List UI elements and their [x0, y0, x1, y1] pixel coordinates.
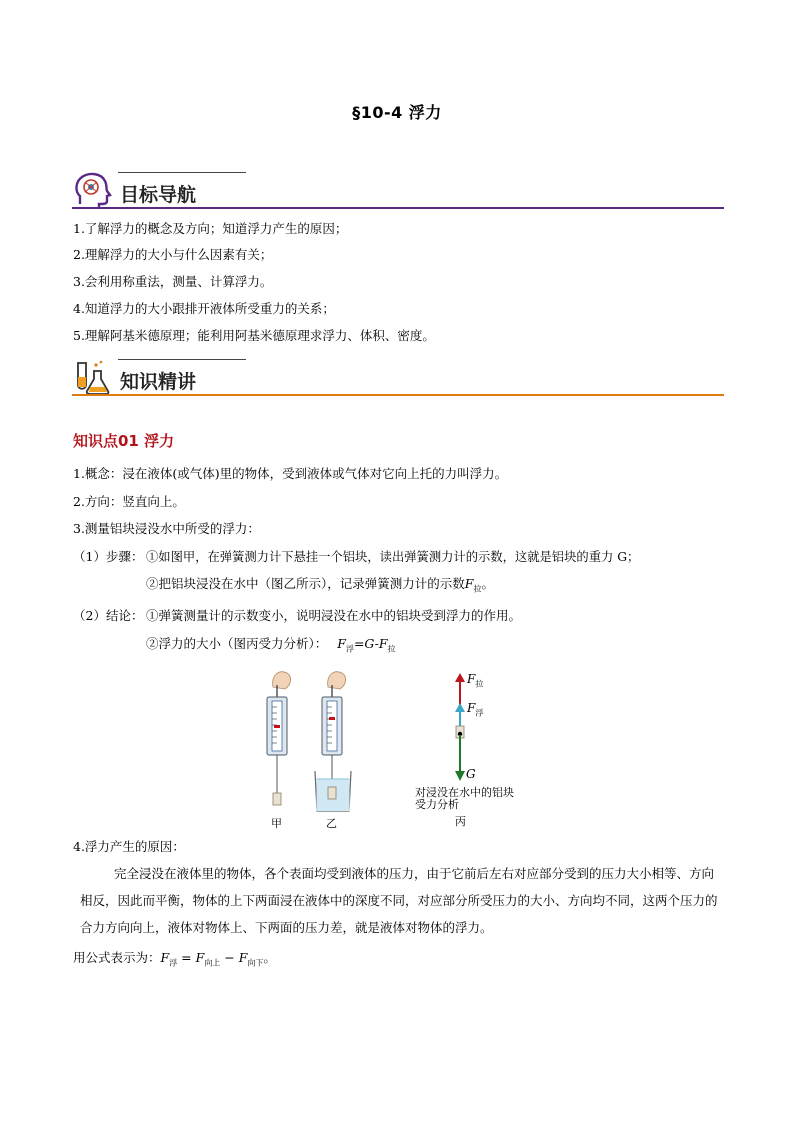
- force-mid-symbol: F: [467, 701, 476, 715]
- goal-item-2: 2.理解浮力的大小与什么因素有关；: [73, 247, 273, 262]
- formula-f: F: [337, 636, 346, 651]
- force-top-sub: 拉: [475, 679, 484, 689]
- goal-underline: [72, 207, 724, 209]
- force-mid-sub: 浮: [475, 708, 484, 718]
- conclusion-2: [146, 635, 396, 659]
- label-jia: 甲: [271, 817, 282, 830]
- direction-line: 2.方向：竖直向上。: [73, 494, 185, 509]
- cause-paragraph: 完全浸没在液体里的物体，各个表面均受到液体的压力，由于它前后左右对应部分受到的压力大小相等、方向相反，因此而平衡，物体的上下两面浸在液体中的深度不同，对应部分所受压力的大小、方向均不同，这两个压力的合力方向向上，液体对物体上、下两面的压力差，就是液体对物体的浮力。: [80, 866, 718, 935]
- force-label-mid: [467, 701, 483, 718]
- formula-f2: F: [378, 636, 388, 651]
- formula-a-sub: 浮: [169, 958, 178, 968]
- step-2: [146, 575, 494, 599]
- label-yi: 乙: [326, 817, 337, 830]
- measure-title: 3.测量铝块浸没水中所受的浮力：: [73, 521, 260, 536]
- conclusion-2-text: ②浮力的大小（图丙受力分析）：: [146, 636, 328, 651]
- formula-c-sub: 向下: [247, 958, 264, 968]
- formula-a: F: [160, 950, 170, 965]
- force-label-bottom: [466, 767, 476, 781]
- goal-item-3: 3.会利用称重法，测量、计算浮力。: [73, 274, 273, 289]
- force-bottom-symbol: G: [466, 767, 476, 781]
- flask-icon: [72, 357, 114, 397]
- formula-f2-sub: 拉: [387, 644, 396, 654]
- force-caption-line2: 受力分析: [415, 798, 459, 811]
- step-1: ①如图甲，在弹簧测力计下悬挂一个铝块，读出弹簧测力计的示数，这就是铝块的重力 G；: [146, 550, 640, 564]
- knowledge-heading: 知识精讲: [120, 371, 197, 393]
- conclusion-label: （2）结论：: [73, 608, 144, 623]
- formula-end: 。: [263, 950, 276, 965]
- goal-heading: 目标导航: [120, 184, 197, 206]
- label-bing: 丙: [455, 815, 466, 828]
- cause-title: 4.浮力产生的原因：: [73, 839, 185, 854]
- goal-item-1: 1.了解浮力的概念及方向；知道浮力产生的原因；: [73, 221, 348, 236]
- force-diagram-bing: [455, 673, 465, 781]
- force-label-top: [467, 672, 483, 689]
- goal-item-4: 4.知道浮力的大小跟排开液体所受重力的关系；: [73, 301, 335, 316]
- step-label: （1）步骤：: [73, 549, 144, 564]
- spring-scale-jia: [267, 672, 291, 805]
- formula-f-sub: 浮: [345, 644, 354, 654]
- force-caption: [415, 787, 514, 811]
- step-2-symbol: F: [464, 576, 474, 591]
- concept-line: 1.概念：浸在液体(或气体)里的物体，受到液体或气体对它向上托的力叫浮力。: [73, 466, 508, 481]
- formula-line: 用公式表示为：$F_浮 = F_{向上} - F_{向下}$。: [73, 950, 276, 968]
- step-2-end: 。: [481, 576, 494, 591]
- step-2-text: ②把铝块浸没在水中（图乙所示），记录弹簧测力计的示数: [146, 576, 465, 591]
- knowledge-section-header: [72, 357, 724, 407]
- force-top-symbol: F: [467, 672, 476, 686]
- knowledge-point-title: 知识点01 浮力: [73, 432, 175, 450]
- goal-item-5: 5.理解阿基米德原理；能利用阿基米德原理求浮力、体积、密度。: [73, 328, 435, 343]
- conclusion-1: ①弹簧测量计的示数变小，说明浸没在水中的铝块受到浮力的作用。: [146, 608, 522, 623]
- step-2-subscript: 拉: [473, 584, 482, 594]
- formula-b-sub: 向上: [204, 958, 221, 968]
- head-brain-icon: [72, 170, 114, 210]
- spring-scale-yi: [315, 672, 351, 811]
- knowledge-underline: [72, 394, 724, 396]
- page-title: §10-4 浮力: [352, 103, 442, 122]
- formula-b: F: [195, 950, 205, 965]
- buoyancy-formula: [337, 636, 396, 654]
- formula-eq: =G-: [353, 636, 379, 651]
- force-caption-line1: 对浸没在水中的铝块: [415, 786, 514, 799]
- formula-prefix: 用公式表示为：: [73, 950, 161, 965]
- formula-c: F: [238, 950, 248, 965]
- goal-section-header: [72, 170, 724, 220]
